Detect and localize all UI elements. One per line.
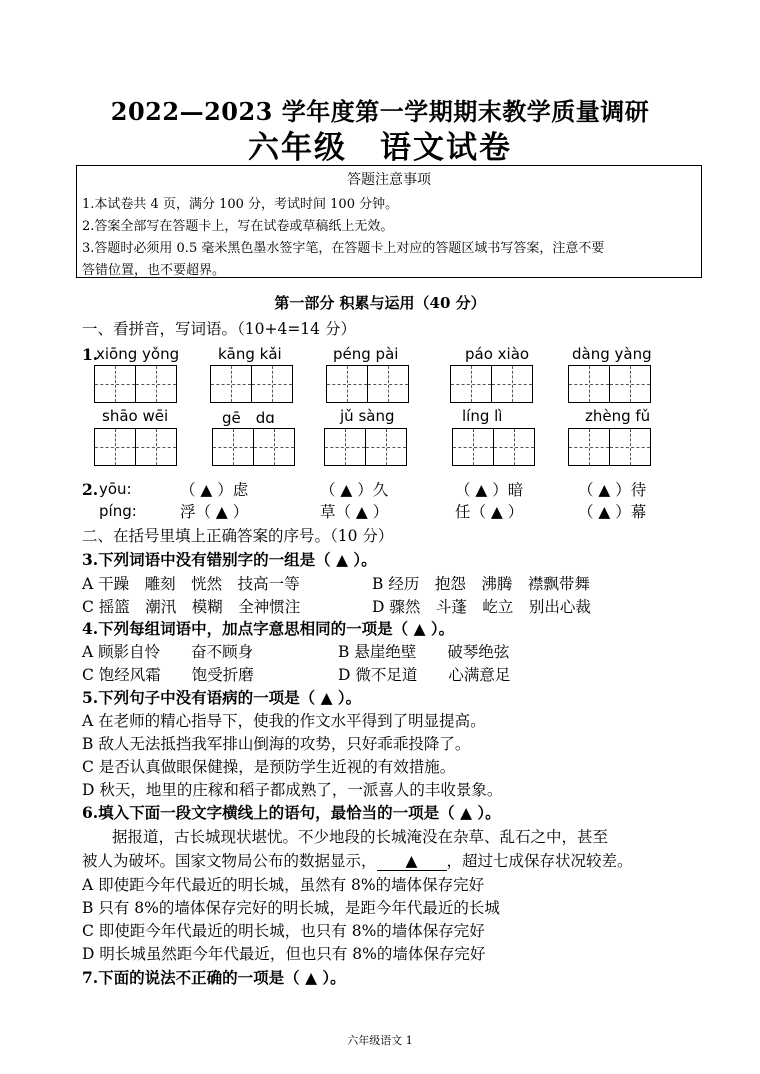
notice-box [76, 165, 702, 278]
pinyin-label: xiōng yǒng [96, 345, 180, 363]
question-stem: 4.下列每组词语中，加点字意思相同的一项是（ ▲ ）。 [82, 619, 455, 638]
option-c: C 即使距今年代最近的明长城，也只有 8%的墙体保存完好 [82, 922, 485, 940]
option-d: D 微不足道 心满意足 [338, 666, 511, 684]
notice-line: 3.答题时必须用 0.5 毫米黑色墨水签字笔，在答题卡上对应的答题区域书写答案，注意不要 [82, 241, 605, 256]
fill-blank: （ ▲ ）久 [320, 481, 389, 499]
question-stem: 5.下列句子中没有语病的一项是（ ▲ ）。 [82, 688, 362, 707]
pinyin-label: kāng kǎi [218, 345, 282, 363]
writing-grid[interactable] [94, 365, 175, 403]
question-stem: 6.填入下面一段文字横线上的语句，最恰当的一项是（ ▲ ）。 [82, 803, 501, 822]
exam-title-line1: 2022—2023 学年度第一学期期末教学质量调研 [110, 97, 650, 126]
writing-grid[interactable] [210, 365, 291, 403]
passage-text: 被人为破坏。国家文物局公布的数据显示， [82, 852, 377, 870]
question-number: 1. [82, 345, 99, 364]
pinyin-label: zhèng fǔ [585, 407, 651, 425]
notice-heading: 答题注意事项 [347, 172, 431, 188]
pinyin-label: dàng yàng [572, 345, 652, 363]
option-b: B 敌人无法抵挡我军排山倒海的攻势，只好乖乖投降了。 [82, 735, 471, 753]
option-a: A 即使距今年代最近的明长城，虽然有 8%的墙体保存完好 [82, 876, 485, 894]
section-heading: 一、看拼音，写词语。（10+4=14 分） [82, 320, 356, 338]
section-heading: 二、在括号里填上正确答案的序号。（10 分） [82, 527, 394, 545]
passage-line [82, 849, 633, 871]
notice-line: 1.本试卷共 4 页，满分 100 分，考试时间 100 分钟。 [82, 197, 399, 212]
option-a: A 干躁 雕刻 恍然 技高一等 [82, 575, 300, 593]
fill-blank: 任（ ▲ ） [455, 503, 524, 521]
page-footer: 六年级语文 1 [347, 1034, 413, 1047]
option-d: D 秋天，地里的庄稼和稻子都成熟了，一派喜人的丰收景象。 [82, 781, 503, 799]
writing-grid[interactable] [452, 428, 533, 466]
option-a: A 在老师的精心指导下，使我的作文水平得到了明显提高。 [82, 712, 486, 730]
fill-blank: （ ▲ ）暗 [455, 481, 524, 499]
pinyin-label: páo xiào [465, 345, 530, 363]
fill-blank: 浮（ ▲ ） [180, 503, 249, 521]
pinyin-label: jǔ sàng [340, 407, 395, 425]
fill-blank: （ ▲ ）幕 [578, 503, 647, 521]
pinyin-label: gē dɑ [222, 409, 275, 427]
pinyin-label: píng: [99, 502, 137, 520]
option-b: B 经历 抱怨 沸腾 襟飘带舞 [372, 575, 590, 593]
pinyin-label: shāo wēi [102, 407, 169, 425]
part-heading: 第一部分 积累与运用（40 分） [274, 294, 486, 312]
pinyin-label: yōu: [99, 480, 132, 498]
option-a: A 顾影自怜 奋不顾身 [82, 643, 254, 661]
notice-line: 答错位置，也不要超界。 [82, 263, 226, 278]
pinyin-label: péng pài [333, 345, 399, 363]
option-d: D 骤然 斗蓬 屹立 别出心裁 [372, 598, 591, 616]
option-c: C 饱经风霜 饱受折磨 [82, 666, 254, 684]
fill-blank: （ ▲ ）待 [578, 481, 647, 499]
notice-line: 2.答案全部写在答题卡上，写在试卷或草稿纸上无效。 [82, 219, 394, 234]
question-stem: 7.下面的说法不正确的一项是（ ▲ ）。 [82, 968, 346, 987]
writing-grid[interactable] [212, 428, 293, 466]
writing-grid[interactable] [94, 428, 175, 466]
option-b: B 只有 8%的墙体保存完好的明长城，是距今年代最近的长城 [82, 899, 500, 917]
pinyin-label: líng lì [462, 407, 503, 425]
writing-grid[interactable] [324, 428, 405, 466]
writing-grid[interactable] [568, 365, 649, 403]
writing-grid[interactable] [326, 365, 407, 403]
option-c: C 是否认真做眼保健操，是预防学生近视的有效措施。 [82, 758, 456, 776]
fill-blank: （ ▲ ）虑 [180, 481, 249, 499]
passage-line: 据报道，古长城现状堪忧。不少地段的长城淹没在杂草、乱石之中，甚至 [112, 828, 609, 846]
passage-text: ，超过七成保存状况较差。 [446, 852, 633, 870]
exam-title-line2: 六年级 语文试卷 [248, 130, 512, 166]
writing-grid[interactable] [450, 365, 531, 403]
option-c: C 摇篮 潮汛 模糊 全神惯注 [82, 598, 301, 616]
question-stem: 3.下列词语中没有错别字的一组是（ ▲ ）。 [82, 550, 377, 569]
fill-blank: 草（ ▲ ） [320, 503, 389, 521]
question-number: 2. [82, 480, 99, 499]
option-d: D 明长城虽然距今年代最近，但也只有 8%的墙体保存完好 [82, 945, 486, 963]
writing-grid[interactable] [568, 428, 649, 466]
option-b: B 悬崖绝壁 破琴绝弦 [338, 643, 510, 661]
answer-blank[interactable]: ▲ [377, 852, 447, 871]
